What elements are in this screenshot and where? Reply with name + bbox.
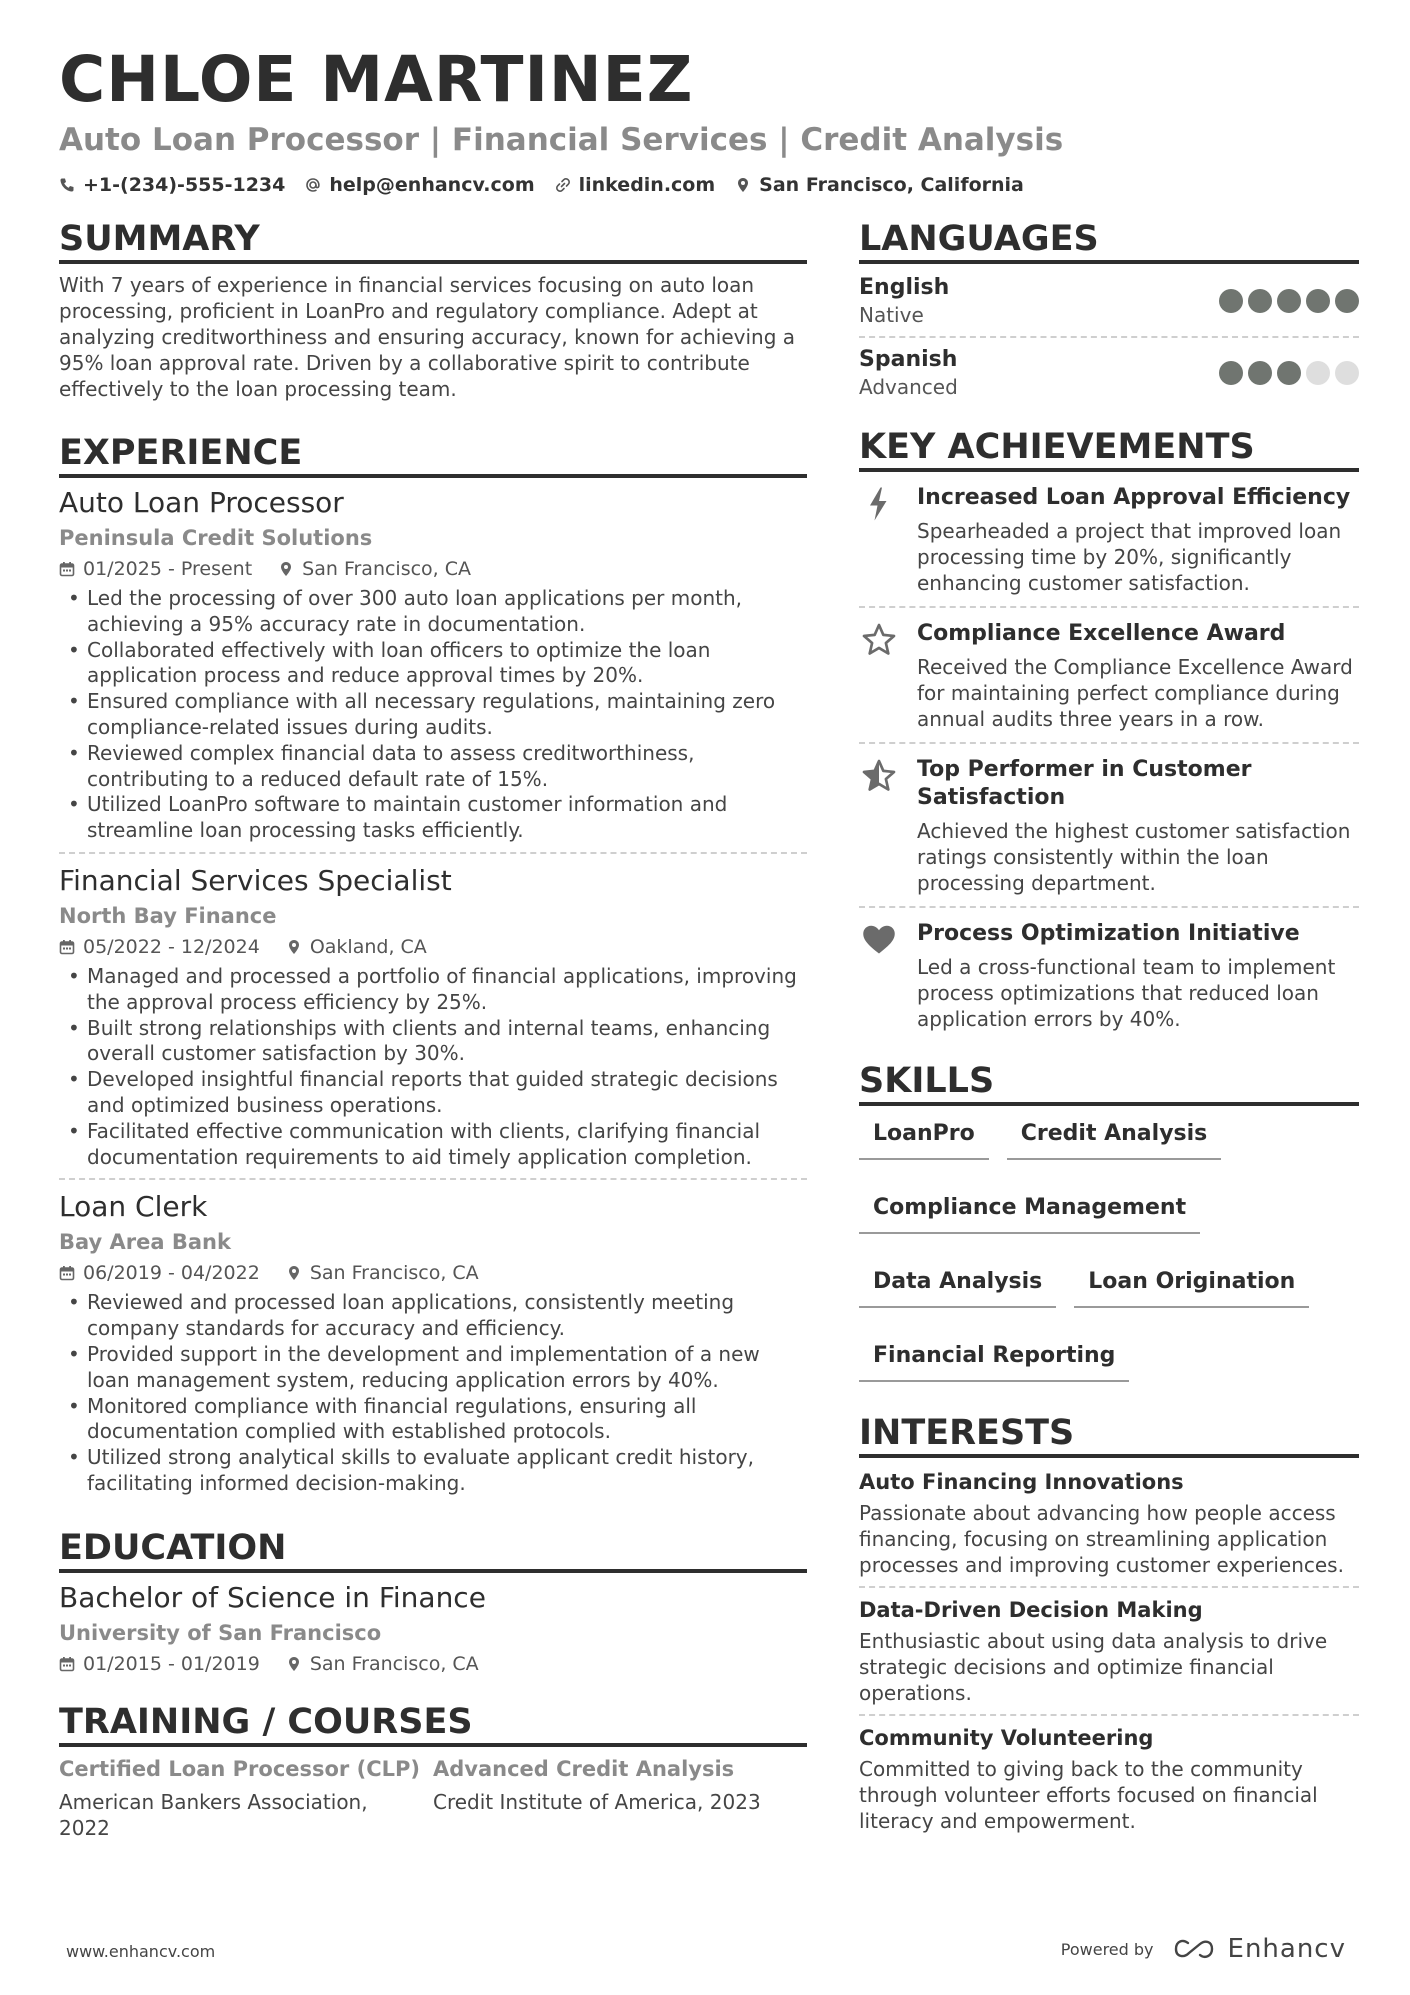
job-meta [59,934,807,960]
candidate-headline: Auto Loan Processor | Financial Services | Credit Analysis [59,122,1064,158]
achievement-title: Process Optimization Initiative [917,921,1300,946]
summary-section [59,218,807,402]
contact-bar [59,174,1359,196]
job-meta [59,1260,807,1286]
language-rating [1219,289,1359,313]
footer-website[interactable]: www.enhancv.com [66,1942,216,1961]
job-entry [59,486,807,852]
job-title: Auto Loan Processor [59,486,344,519]
skill-tag: Loan Origination [1074,1262,1309,1308]
interest-desc: Enthusiastic about using data analysis to drive strategic decisions and optimize financial operations. [859,1629,1328,1705]
location-icon [286,939,302,955]
achievement-title: Top Performer in Customer Satisfaction [917,757,1252,810]
job-bullet: • Reviewed and processed loan applications, consistently meeting company standards for accuracy and efficiency. [59,1290,807,1342]
contact-linkedin-text: linkedin.com [578,174,716,196]
job-location-text: San Francisco, CA [309,1262,479,1285]
location-icon [286,1265,302,1281]
footer-branding [1061,1934,1346,1964]
enhancv-logo-icon [1174,1938,1218,1960]
interest-title: Auto Financing Innovations [859,1470,1184,1494]
experience-heading: EXPERIENCE [59,432,807,478]
achievement-item [859,742,1359,906]
course-item [59,1755,433,1841]
location-icon [278,561,294,577]
job-company: North Bay Finance [59,903,277,928]
job-company: Peninsula Credit Solutions [59,526,373,550]
education-location-text: San Francisco, CA [309,1652,479,1675]
job-bullets [59,1290,807,1496]
lightning-icon [861,486,897,522]
contact-linkedin[interactable] [555,174,716,196]
location-icon [735,177,751,193]
languages-heading: LANGUAGES [859,218,1359,264]
job-company: Bay Area Bank [59,1230,231,1255]
skill-tag: Credit Analysis [1007,1114,1222,1160]
job-entry [59,1178,807,1504]
skill-list [859,1114,1359,1382]
course-list [59,1755,807,1841]
achievements-section [859,426,1359,1042]
skill-tag: LoanPro [859,1114,989,1160]
calendar-icon [59,1656,75,1672]
summary-heading: SUMMARY [59,218,807,264]
training-section [59,1701,807,1841]
achievement-title: Increased Loan Approval Efficiency [917,485,1351,510]
job-meta [59,556,807,582]
job-dates [59,934,260,960]
job-location [286,934,427,960]
language-item [859,336,1359,408]
job-bullets [59,586,807,844]
rating-dot-filled [1248,289,1272,313]
phone-icon [59,177,75,193]
job-dates-text: 01/2025 - Present [83,558,253,580]
language-name: Spanish [859,347,958,372]
achievement-item [859,606,1359,742]
contact-phone-text: +1-(234)-555-1234 [83,174,286,196]
education-location [286,1651,479,1677]
interest-desc: Passionate about advancing how people access financing, focusing on streamlining application processes and improving customer experiences. [859,1501,1344,1577]
job-location [278,556,471,582]
right-column [859,218,1359,1842]
job-bullet: • Built strong relationships with clients and internal teams, enhancing overall customer satisfaction by 30%. [59,1016,807,1068]
achievement-desc: Received the Compliance Excellence Award for maintaining perfect compliance during annual audits three years in a row. [917,655,1353,731]
achievement-desc: Led a cross-functional team to implement process optimizations that reduced loan application errors by 40%. [917,955,1336,1031]
contact-email[interactable] [305,174,534,196]
course-title: Certified Loan Processor (CLP) [59,1756,420,1781]
skill-tag: Financial Reporting [859,1336,1129,1382]
job-title: Loan Clerk [59,1190,208,1224]
job-bullet: • Ensured compliance with all necessary regulations, maintaining zero compliance-related issues during audits. [59,689,807,741]
course-title: Advanced Credit Analysis [433,1756,735,1781]
achievement-desc: Spearheaded a project that improved loan processing time by 20%, significantly enhancing customer satisfaction. [917,519,1342,595]
achievement-desc: Achieved the highest customer satisfaction ratings consistently within the loan processing department. [917,819,1351,895]
skills-section [859,1060,1359,1382]
interest-desc: Committed to giving back to the community through volunteer efforts focused on financial literacy and empowerment. [859,1757,1318,1833]
rating-dot-filled [1248,361,1272,385]
job-location-text: San Francisco, CA [302,558,472,580]
language-level: Advanced [859,375,958,399]
education-heading: EDUCATION [59,1527,807,1573]
calendar-icon [59,939,75,955]
language-name: English [859,275,950,300]
contact-phone[interactable] [59,174,285,196]
job-dates-text: 06/2019 - 04/2022 [83,1262,260,1285]
brand-name: Enhancv [1227,1934,1346,1964]
contact-location [735,174,1024,196]
contact-email-text: help@enhancv.com [329,174,535,196]
job-bullet: • Led the processing of over 300 auto loan applications per month, achieving a 95% accuracy rate in documentation. [59,586,807,638]
interest-item [859,1586,1359,1714]
calendar-icon [59,1265,75,1281]
contact-location-text: San Francisco, California [759,174,1024,196]
course-item [433,1755,807,1841]
interests-section [859,1412,1359,1842]
languages-section [859,218,1359,408]
link-icon [555,177,571,193]
location-icon [286,1656,302,1672]
job-bullet: • Provided support in the development and implementation of a new loan management system, reducing application errors by 40%. [59,1342,807,1394]
resume-header [59,42,1359,196]
brand-logo[interactable] [1174,1934,1346,1964]
achievement-title: Compliance Excellence Award [917,621,1286,646]
powered-by-label: Powered by [1060,1939,1154,1959]
skill-tag: Data Analysis [859,1262,1056,1308]
job-bullet: • Utilized LoanPro software to maintain customer information and streamline loan processing tasks efficiently. [59,792,807,844]
calendar-icon [59,561,75,577]
rating-dot-filled [1219,289,1243,313]
heart-icon [861,922,897,958]
interest-item [859,1466,1359,1586]
rating-dot-filled [1306,289,1330,313]
training-heading: TRAINING / COURSES [59,1701,807,1747]
course-org: Credit Institute of America, 2023 [433,1789,761,1814]
skills-heading: SKILLS [859,1060,1359,1106]
job-bullet: • Reviewed complex financial data to assess creditworthiness, contributing to a reduced default rate of 15%. [59,741,807,793]
rating-dot-filled [1277,361,1301,385]
rating-dot-filled [1277,289,1301,313]
star-half-icon [861,758,897,794]
rating-dot-filled [1335,289,1359,313]
job-bullet: • Collaborated effectively with loan officers to optimize the loan application process and reduce approval times by 20%. [59,638,807,690]
at-icon [305,177,321,193]
interest-title: Community Volunteering [859,1726,1154,1750]
education-meta [59,1651,807,1677]
degree-title: Bachelor of Science in Finance [59,1580,486,1614]
interests-heading: INTERESTS [859,1412,1359,1458]
job-bullet: • Monitored compliance with financial regulations, ensuring all documentation complied with established protocols. [59,1394,807,1446]
education-dates-text: 01/2015 - 01/2019 [83,1652,260,1675]
achievement-item [859,906,1359,1042]
language-item [859,272,1359,336]
job-location [286,1260,479,1286]
candidate-name: CHLOE MARTINEZ [59,43,694,116]
job-dates [59,556,252,582]
job-title: Financial Services Specialist [59,863,452,897]
job-entry [59,852,807,1178]
education-section [59,1527,807,1677]
job-bullet: • Facilitated effective communication with clients, clarifying financial documentation requirements to aid timely application completion. [59,1119,807,1171]
education-dates [59,1651,260,1677]
skill-tag: Compliance Management [859,1188,1200,1234]
interest-item [859,1714,1359,1842]
interest-title: Data-Driven Decision Making [859,1598,1203,1622]
job-bullet: • Developed insightful financial reports that guided strategic decisions and optimized business operations. [59,1067,807,1119]
experience-section [59,432,807,1505]
job-dates-text: 05/2022 - 12/2024 [83,935,260,958]
language-rating [1219,361,1359,385]
course-org: American Bankers Association, 2022 [59,1789,368,1840]
summary-text: With 7 years of experience in financial services focusing on auto loan processing, proficient in LoanPro and regulatory compliance. Adept at analyzing creditworthiness and ensuring accuracy, known for achieving a 95% loan approval rate. Driven by a collaborative spirit to contribute effectively to the loan processing team. [59,273,796,401]
rating-dot-empty [1306,361,1330,385]
job-bullet: • Managed and processed a portfolio of financial applications, improving the approval process efficiency by 25%. [59,964,807,1016]
job-bullet: • Utilized strong analytical skills to evaluate applicant credit history, facilitating informed decision-making. [59,1445,807,1497]
school-name: University of San Francisco [59,1620,382,1645]
rating-dot-empty [1335,361,1359,385]
language-level: Native [859,303,924,327]
job-dates [59,1260,260,1286]
job-bullets [59,964,807,1170]
job-location-text: Oakland, CA [309,935,427,958]
achievement-item [859,480,1359,606]
left-column [59,218,807,1841]
rating-dot-filled [1219,361,1243,385]
star-outline-icon [861,622,897,658]
achievements-heading: KEY ACHIEVEMENTS [859,426,1359,472]
